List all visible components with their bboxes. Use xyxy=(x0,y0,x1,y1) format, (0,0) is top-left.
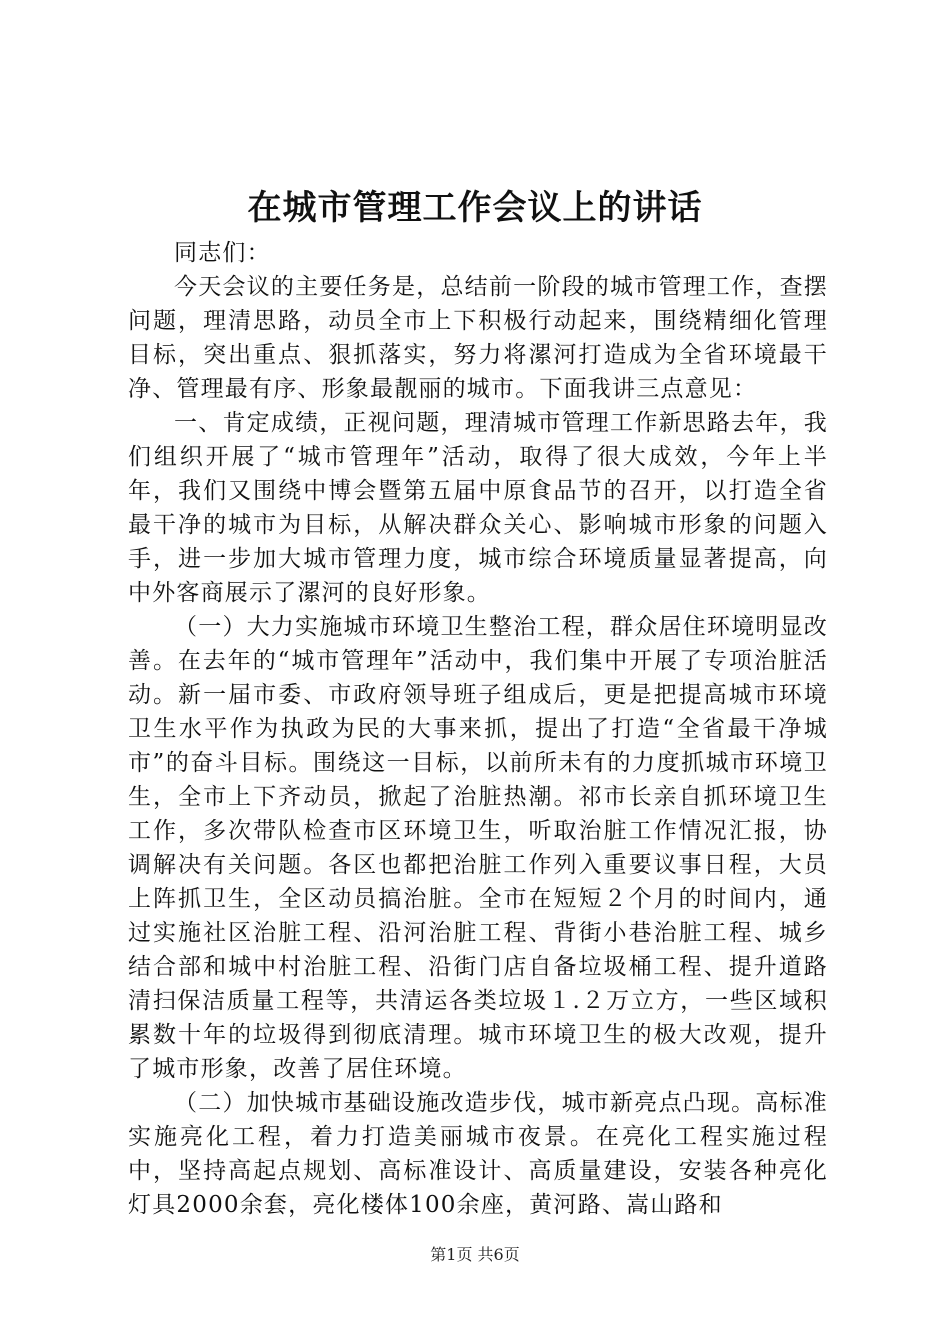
document-body xyxy=(128,236,828,1222)
subsection-one-paragraph: （一）大力实施城市环境卫生整治工程，群众居住环境明显改善。在去年的“城市管理年”活动中，我们集中开展了专项治脏活动。新一届市委、市政府领导班子组成后，更是把提高城市环境卫生水平作为执政为民的大事来抓，提出了打造“全省最干净城市”的奋斗目标。围绕这一目标，以前所未有的力度抓城市环境卫生，全市上下齐动员，掀起了治脏热潮。祁市长亲自抓环境卫生工作，多次带队检查市区环境卫生，听取治脏工作情况汇报，协调解决有关问题。各区也都把治脏工作列入重要议事日程，大员上阵抓卫生，全区动员搞治脏。全市在短短２个月的时间内，通过实施社区治脏工程、沿河治脏工程、背街小巷治脏工程、城乡结合部和城中村治脏工程、沿街门店自备垃圾桶工程、提升道路清扫保洁质量工程等，共清运各类垃圾１.２万立方，一些区域积累数十年的垃圾得到彻底清理。城市环境卫生的极大改观，提升了城市形象，改善了居住环境。 xyxy=(128,614,828,1082)
subsection-two-paragraph: （二）加快城市基础设施改造步伐，城市新亮点凸现。高标准实施亮化工程，着力打造美丽城市夜景。在亮化工程实施过程中，坚持高起点规划、高标准设计、高质量建设，安装各种亮化灯具2000余套，亮化楼体100余座，黄河路、嵩山路和 xyxy=(128,1090,828,1218)
page-number-footer: 第1页 共6页 xyxy=(430,1245,520,1264)
salutation-paragraph: 同志们： xyxy=(174,240,271,266)
intro-paragraph: 今天会议的主要任务是，总结前一阶段的城市管理工作，查摆问题，理清思路，动员全市上下积极行动起来，围绕精细化管理目标，突出重点、狠抓落实，努力将漯河打造成为全省环境最干净、管理最有序、形象最靓丽的城市。下面我讲三点意见： xyxy=(128,274,828,402)
section-one-paragraph: 一、肯定成绩，正视问题，理清城市管理工作新思路去年，我们组织开展了“城市管理年”活动，取得了很大成效，今年上半年，我们又围绕中博会暨第五届中原食品节的召开，以打造全省最干净的城市为目标，从解决群众关心、影响城市形象的问题入手，进一步加大城市管理力度，城市综合环境质量显著提高，向中外客商展示了漯河的良好形象。 xyxy=(128,410,828,606)
document-title: 在城市管理工作会议上的讲话 xyxy=(247,188,703,228)
